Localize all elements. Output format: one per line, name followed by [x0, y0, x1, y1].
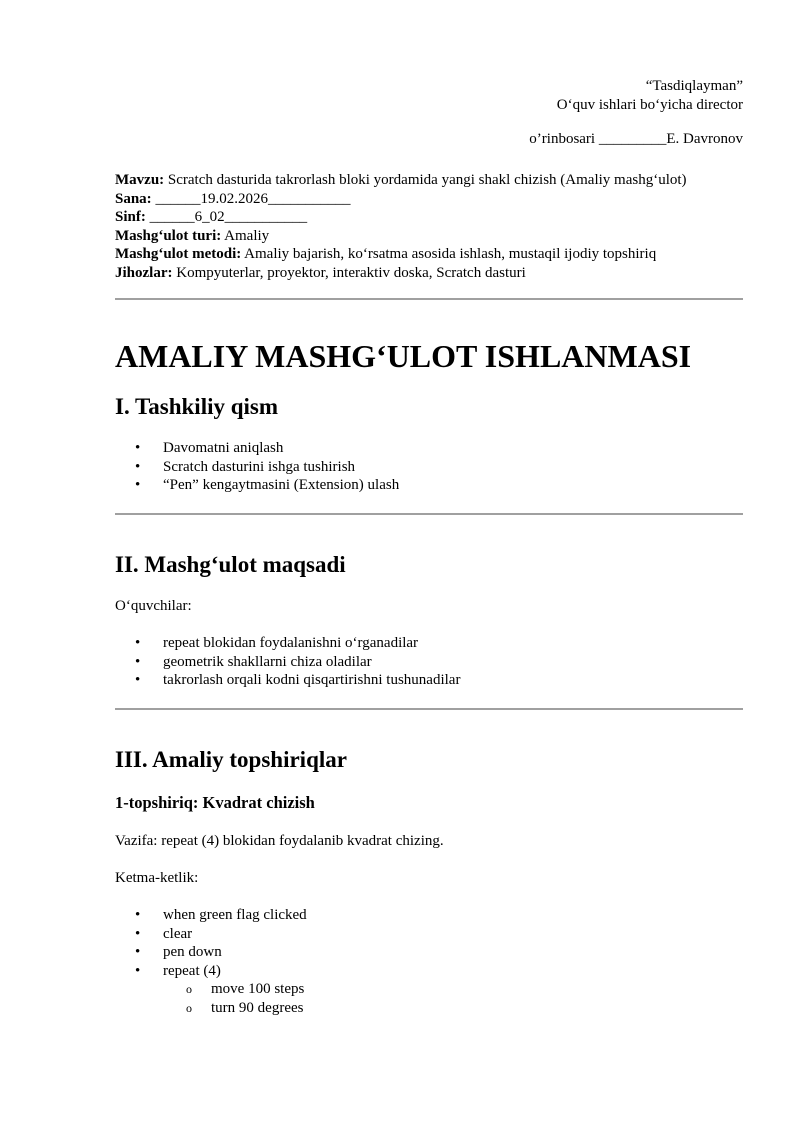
- meta-metodi-label: Mashg‘ulot metodi:: [115, 246, 242, 262]
- meta-sana-value: ______19.02.2026___________: [151, 190, 351, 207]
- step-repeat: repeat (4): [163, 962, 221, 979]
- meta-turi: [115, 227, 743, 246]
- meta-turi-value: Amaliy: [221, 227, 270, 244]
- list-item: • takrorlash orqali kodni qisqartirishni tushunadilar: [115, 671, 460, 690]
- meta-mavzu-value: Scratch dasturida takrorlash bloki yordamida yangi shakl chizish (Amaliy mashg‘ulot): [164, 172, 687, 188]
- section-2-heading: II. Mashg‘ulot maqsadi: [115, 552, 346, 577]
- section-2-list: [115, 634, 460, 690]
- meta-sinf: [115, 208, 743, 227]
- list-item: • when green flag clicked: [115, 906, 307, 925]
- approval-signature: o’rinbosari _________E. Davronov: [529, 131, 743, 147]
- section-1-heading: I. Tashkiliy qism: [115, 394, 279, 419]
- lesson-meta: [115, 171, 743, 282]
- approval-title: “Tasdiqlayman”: [645, 78, 743, 94]
- meta-jihozlar-value: Kompyuterlar, proyektor, interaktiv doska, Scratch dasturi: [172, 264, 526, 281]
- list-item: • Davomatni aniqlash: [115, 439, 399, 458]
- list-item: • geometrik shakllarni chiza oladilar: [115, 653, 460, 672]
- divider: [115, 298, 743, 300]
- divider: [115, 708, 743, 710]
- meta-mavzu-label: Mavzu:: [115, 172, 165, 188]
- meta-mavzu: [115, 171, 743, 190]
- section-2-intro: O‘quvchilar:: [115, 598, 192, 614]
- task-1-substeps: [163, 980, 307, 1017]
- meta-sana-label: Sana:: [115, 190, 152, 207]
- meta-turi-label: Mashg‘ulot turi:: [115, 227, 222, 244]
- list-item: [115, 962, 307, 1018]
- divider: [115, 513, 743, 515]
- section-1-list: [115, 439, 399, 495]
- meta-jihozlar-label: Jihozlar:: [115, 264, 173, 281]
- list-item: • clear: [115, 925, 307, 944]
- list-item: • pen down: [115, 943, 307, 962]
- list-item: • repeat blokidan foydalanishni o‘rganadilar: [115, 634, 460, 653]
- task-1-description: Vazifa: repeat (4) blokidan foydalanib kvadrat chizing.: [115, 833, 444, 849]
- meta-sana: [115, 190, 743, 209]
- meta-metodi: [115, 245, 743, 264]
- sub-list-item: o turn 90 degrees: [163, 999, 307, 1018]
- sub-list-item: o move 100 steps: [163, 980, 307, 999]
- task-1-heading: 1-topshiriq: Kvadrat chizish: [115, 793, 315, 812]
- task-1-steps: [115, 906, 307, 1018]
- task-1-sequence-label: Ketma-ketlik:: [115, 870, 199, 886]
- meta-metodi-value: Amaliy bajarish, ko‘rsatma asosida ishlash, mustaqil ijodiy topshiriq: [241, 246, 657, 262]
- document-title: AMALIY MASHG‘ULOT ISHLANMASI: [115, 338, 692, 374]
- section-3-heading: III. Amaliy topshiriqlar: [115, 747, 347, 772]
- list-item: • Scratch dasturini ishga tushirish: [115, 458, 399, 477]
- approval-block: [529, 77, 743, 149]
- meta-sinf-label: Sinf:: [115, 209, 146, 225]
- list-item: • “Pen” kengaytmasini (Extension) ulash: [115, 476, 399, 495]
- approval-position: O‘quv ishlari bo‘yicha director: [556, 97, 743, 113]
- meta-jihozlar: [115, 264, 743, 283]
- meta-sinf-value: ______6_02___________: [145, 209, 308, 225]
